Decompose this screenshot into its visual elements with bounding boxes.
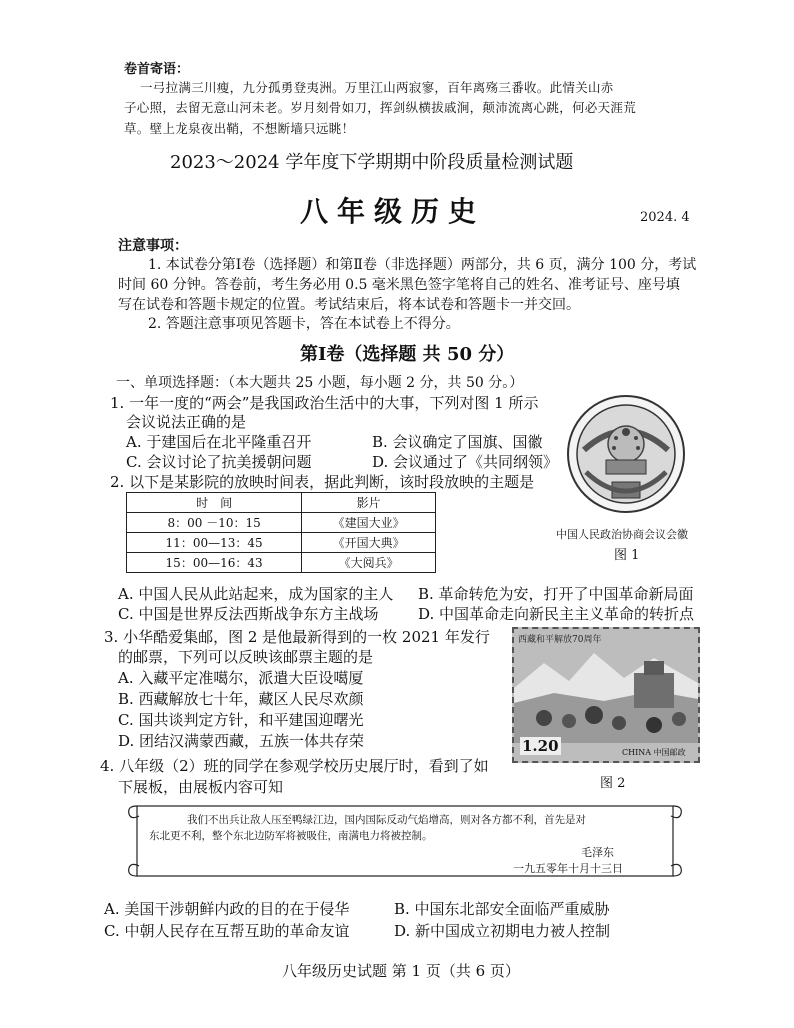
quote-line: 东北更不利，整个东北边防军将被吸住，南满电力将被控制。 bbox=[149, 830, 433, 842]
notes-line: 2. 答题注意事项见答题卡，答在本试卷上不得分。 bbox=[148, 316, 460, 332]
notes-line: 时间 60 分钟。答卷前，考生务必用 0.5 毫米黑色签字笔将自己的姓名、准考证号、座号填 bbox=[118, 277, 680, 293]
table-cell: 8：00 －10：15 bbox=[127, 513, 302, 533]
q2-stem: 2. 以下是某影院的放映时间表，据此判断，该时段放映的主题是 bbox=[110, 473, 535, 491]
stamp-country: CHINA 中国邮政 bbox=[622, 748, 686, 757]
q3-stem: 的邮票，下列可以反映该邮票主题的是 bbox=[118, 648, 374, 666]
stamp-image bbox=[512, 627, 700, 763]
notes-line: 写在试卷和答题卡规定的位置。考试结束后，将本试卷和答题卡一并交回。 bbox=[118, 297, 580, 313]
stamp-title: 西藏和平解放70周年 bbox=[518, 635, 602, 645]
q4-option-b: B. 中国东北部安全面临严重威胁 bbox=[394, 900, 610, 918]
q3-option-b: B. 西藏解放七十年，藏区人民尽欢颜 bbox=[118, 690, 364, 708]
exam-date: 2024. 4 bbox=[640, 210, 690, 225]
section-title: 第Ⅰ卷（选择题 共 50 分） bbox=[300, 344, 515, 365]
q1-option-d: D. 会议通过了《共同纲领》 bbox=[372, 453, 559, 471]
table-cell: 《大阅兵》 bbox=[302, 553, 436, 573]
q1-option-b: B. 会议确定了国旗、国徽 bbox=[372, 433, 543, 451]
q3-option-d: D. 团结汉满蒙西藏，五族一体共存荣 bbox=[118, 732, 365, 750]
q1-stem: 会议说法正确的是 bbox=[126, 413, 247, 431]
q3-option-a: A. 入藏平定准噶尔，派遣大臣设噶厦 bbox=[118, 669, 364, 687]
page-footer: 八年级历史试题 第 1 页（共 6 页） bbox=[282, 962, 520, 980]
q2-option-d: D. 中国革命走向新民主主义革命的转折点 bbox=[418, 605, 695, 623]
q4-stem: 下展板，由展板内容可知 bbox=[118, 778, 284, 796]
q4-option-c: C. 中朝人民存在互帮互助的革命友谊 bbox=[104, 922, 350, 940]
notes-label: 注意事项： bbox=[118, 238, 188, 254]
q2-option-a: A. 中国人民从此站起来，成为国家的主人 bbox=[118, 585, 394, 603]
table-cell: 《建国大业》 bbox=[302, 513, 436, 533]
q1-option-a: A. 于建国后在北平隆重召开 bbox=[126, 433, 312, 451]
section-instruction: 一、单项选择题：（本大题共 25 小题，每小题 2 分，共 50 分。） bbox=[116, 375, 524, 391]
q2-option-b: B. 革命转危为安，打开了中国革命新局面 bbox=[418, 585, 694, 603]
table-row bbox=[127, 553, 436, 573]
subject-title: 八年级历史 bbox=[300, 195, 486, 228]
table-row bbox=[127, 533, 436, 553]
table-header: 时 间 bbox=[127, 493, 302, 513]
table-cell: 11：00—13：45 bbox=[127, 533, 302, 553]
table-cell: 15：00—16：43 bbox=[127, 553, 302, 573]
motto-line: 子心照，去留无意山河未老。岁月刻骨如刀，挥剑纵横拔戚涧，颠沛流离心跳，何必天涯荒 bbox=[124, 100, 637, 115]
table-row bbox=[127, 513, 436, 533]
stamp-scene-icon bbox=[514, 643, 698, 743]
exam-title: 2023～2024 学年度下学期期中阶段质量检测试题 bbox=[170, 152, 574, 173]
table-header: 影片 bbox=[302, 493, 436, 513]
motto-line: 草。壁上龙泉夜出鞘，不想断墙只远眺！ bbox=[124, 121, 355, 136]
q4-option-d: D. 新中国成立初期电力被人控制 bbox=[394, 922, 611, 940]
cppcc-emblem-icon bbox=[556, 392, 696, 522]
display-board bbox=[127, 800, 683, 882]
schedule-table bbox=[126, 492, 436, 573]
stamp-value: 1.20 bbox=[522, 737, 559, 755]
table-cell: 《开国大典》 bbox=[302, 533, 436, 553]
fig2-label: 图 2 bbox=[600, 776, 626, 791]
q1-stem: 1. 一年一度的“两会”是我国政治生活中的大事，下列对图 1 所示 bbox=[110, 394, 539, 412]
quote-line: 我们不出兵让敌人压至鸭绿江边，国内国际反动气焰增高，则对各方都不利，首先是对 bbox=[187, 814, 586, 826]
q3-stem: 3. 小华酷爱集邮，图 2 是他最新得到的一枚 2021 年发行 bbox=[104, 628, 490, 646]
motto-label: 卷首寄语： bbox=[124, 62, 190, 77]
notes-line: 1. 本试卷分第Ⅰ卷（选择题）和第Ⅱ卷（非选择题）两部分，共 6 页，满分 100 分，考试 bbox=[148, 257, 697, 273]
table-header-row bbox=[127, 493, 436, 513]
quote-author: 毛泽东 bbox=[581, 846, 614, 859]
quote-date: 一九五零年十月十三日 bbox=[513, 862, 623, 875]
q2-option-c: C. 中国是世界反法西斯战争东方主战场 bbox=[118, 605, 379, 623]
q4-option-a: A. 美国干涉朝鲜内政的目的在于侵华 bbox=[104, 900, 350, 918]
q4-stem: 4. 八年级（2）班的同学在参观学校历史展厅时，看到了如 bbox=[100, 757, 489, 775]
fig1-caption: 中国人民政治协商会议会徽 bbox=[556, 528, 688, 541]
motto-line: 一弓拉满三川瘦，九分孤勇登夷洲。万里江山两寂寥，百年离殇三番收。此情关山赤 bbox=[140, 80, 614, 95]
q3-option-c: C. 国共谈判定方针，和平建国迎曙光 bbox=[118, 711, 364, 729]
fig1-label: 图 1 bbox=[614, 548, 640, 563]
q1-option-c: C. 会议讨论了抗美援朝问题 bbox=[126, 453, 312, 471]
